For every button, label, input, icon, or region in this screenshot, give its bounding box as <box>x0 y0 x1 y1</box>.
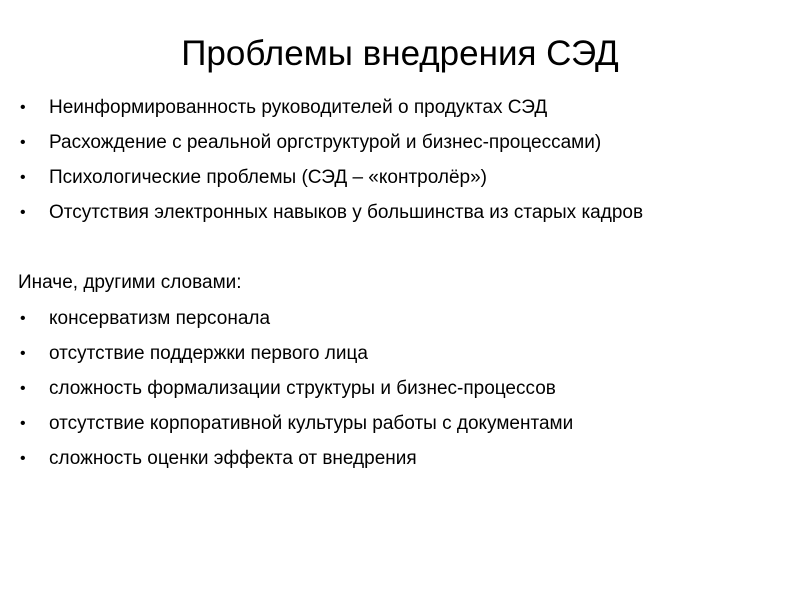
list-item-text: сложность формализации структуры и бизнес-процессов <box>49 378 556 399</box>
list-item <box>18 306 788 341</box>
list-item-text: Психологические проблемы (СЭД – «контролёр») <box>49 167 487 188</box>
list-item-text: сложность оценки эффекта от внедрения <box>49 448 417 469</box>
bullet-icon: • <box>20 415 26 432</box>
list-item-text: Неинформированность руководителей о продуктах СЭД <box>49 97 548 118</box>
bullet-icon: • <box>20 99 26 116</box>
summary-list <box>18 306 788 481</box>
bullet-icon: • <box>20 204 26 221</box>
slide-title: Проблемы внедрения СЭД <box>181 34 619 73</box>
list-item <box>18 130 788 165</box>
bullet-icon: • <box>20 380 26 397</box>
bullet-icon: • <box>20 169 26 186</box>
list-item <box>18 376 788 411</box>
bullet-icon: • <box>20 345 26 362</box>
bullet-icon: • <box>20 310 26 327</box>
list-item <box>18 446 788 481</box>
list-item-text: консерватизм персонала <box>49 308 271 329</box>
list-item <box>18 95 788 130</box>
subheading: Иначе, другими словами: <box>18 272 242 293</box>
list-item-text: отсутствие поддержки первого лица <box>49 343 368 364</box>
list-item <box>18 165 788 200</box>
list-item-text: Расхождение с реальной оргструктурой и бизнес-процессами) <box>49 132 602 153</box>
list-item-text: Отсутствия электронных навыков у большинства из старых кадров <box>49 202 644 223</box>
bullet-icon: • <box>20 450 26 467</box>
list-item <box>18 341 788 376</box>
list-item <box>18 200 788 235</box>
bullet-icon: • <box>20 134 26 151</box>
list-item <box>18 411 788 446</box>
problems-list <box>18 95 788 235</box>
list-item-text: отсутствие корпоративной культуры работы с документами <box>49 413 574 434</box>
